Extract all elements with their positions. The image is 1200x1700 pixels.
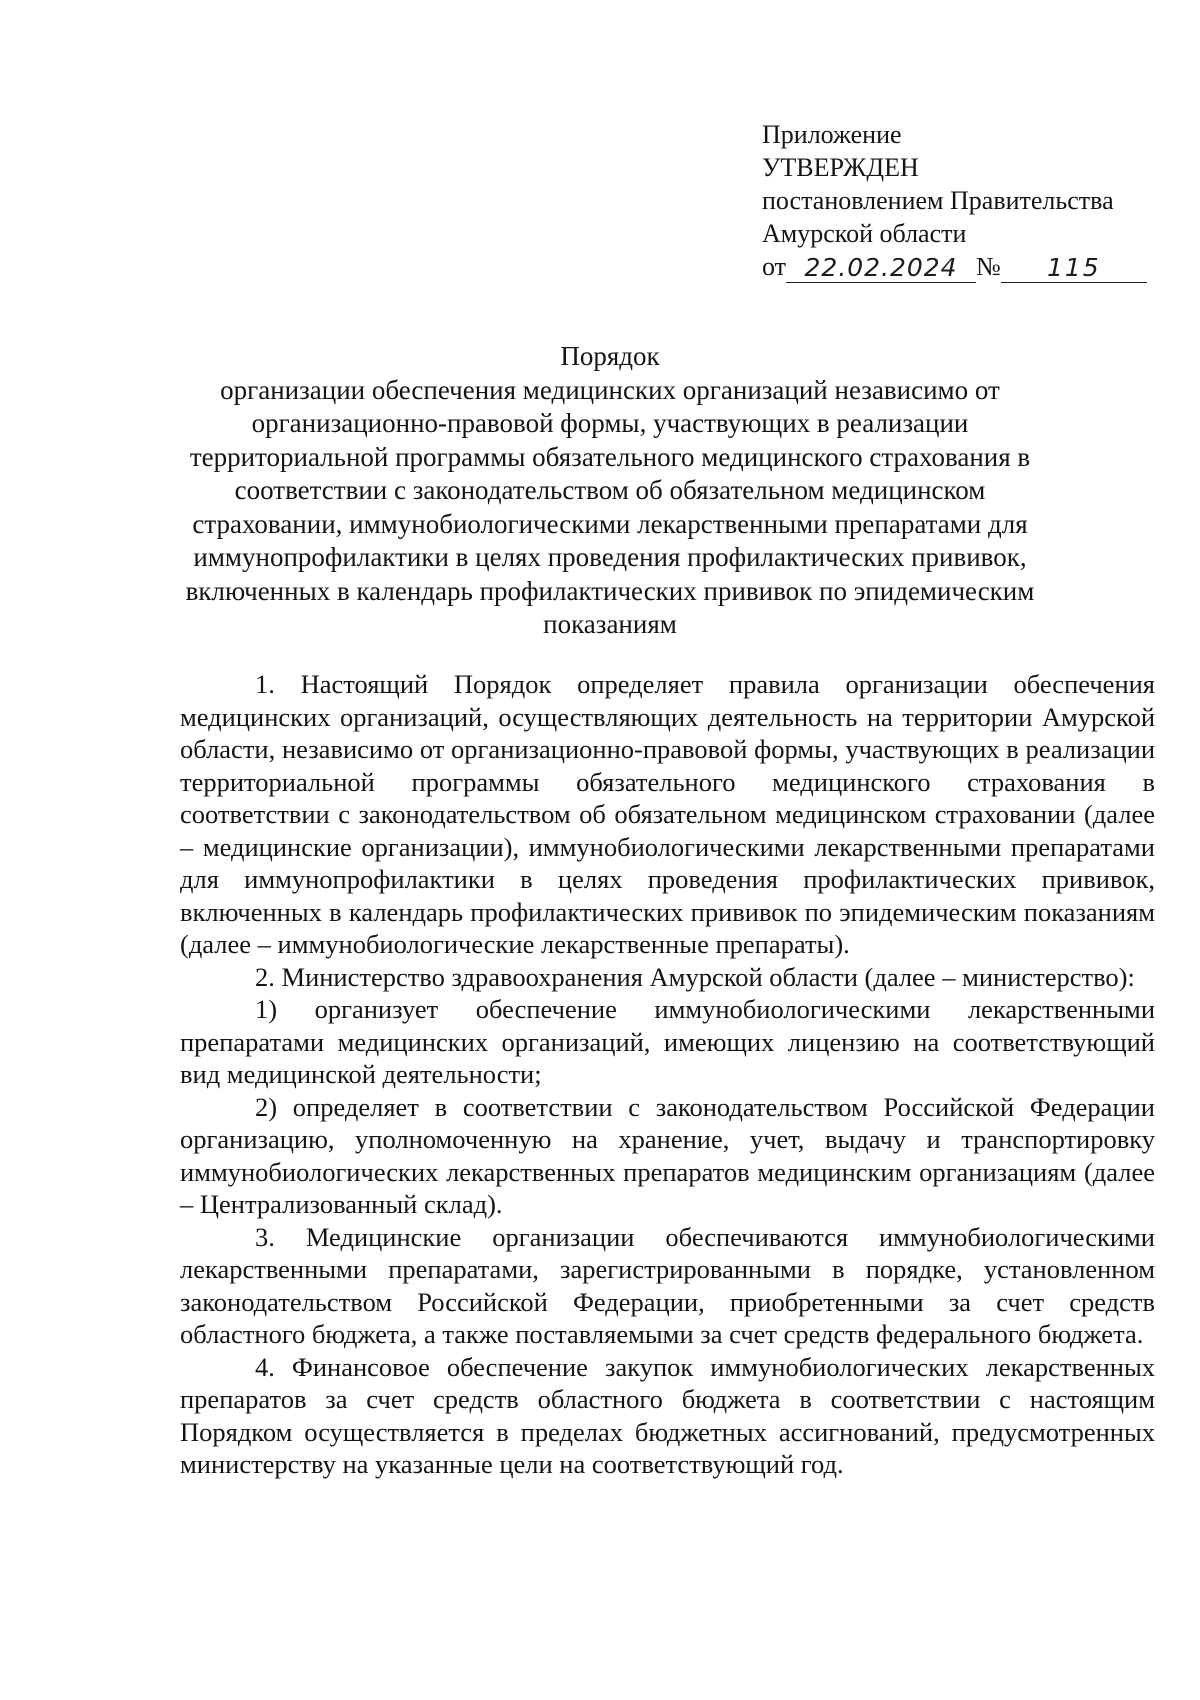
document-title-block xyxy=(170,340,1050,642)
resolution-label: постановлением Правительства xyxy=(762,186,1114,215)
document-subtitle: организации обеспечения медицинских организаций независимо от организационно-правовой формы, участвующих в реализации территориальной программы обязательного медицинского страхования в соответствии с законодательством об обязательном медицинском страховании, иммунобиологическими лекарственными препаратами для иммунопрофилактики в целях проведения профилактических прививок, включенных в календарь профилактических прививок по эпидемическим показаниям xyxy=(185,374,1035,639)
paragraph-2: 2. Министерство здравоохранения Амурской области (далее – министерство): xyxy=(255,961,1135,992)
paragraph-4: 4. Финансовое обеспечение закупок иммунобиологических лекарственных препаратов за счет средств областного бюджета в соответствии с настоящим Порядком осуществляется в пределах бюджетных ассигнований, предусмотренных министерству на указанные цели на соответствующий год. xyxy=(180,1351,1155,1479)
number-prefix: № xyxy=(976,252,1001,281)
region-label: Амурской области xyxy=(762,219,967,248)
paragraph-2-item-1: 1) организует обеспечение иммунобиологическими лекарственными препаратами медицинских организаций, имеющих лицензию на соответствующий вид медицинской деятельности; xyxy=(180,994,1155,1089)
paragraph-1: 1. Настоящий Порядок определяет правила организации обеспечения медицинских организаций, осуществляющих деятельность на территории Амурской области, независимо от организационно-правовой формы, участвующих в реализации территориальной программы обязательного медицинского страхования в соответствии с законодательством об обязательном медицинском страховании (далее – медицинские организации), иммунобиологическими лекарственными препаратами для иммунопрофилактики в целях проведения профилактических прививок, включенных в календарь профилактических прививок по эпидемическим показаниям (далее – иммунобиологические лекарственные препараты). xyxy=(180,669,1155,959)
handwritten-date: 22.02.2024 xyxy=(786,254,976,283)
document-heading: Порядок xyxy=(560,341,660,371)
appendix-label: Приложение xyxy=(762,120,902,149)
approval-stamp-block xyxy=(762,118,1162,283)
paragraph-3: 3. Медицинские организации обеспечиваются иммунобиологическими лекарственными препаратами, зарегистрированными в порядке, установленном законодательством Российской Федерации, приобретенными за счет средств областного бюджета, а также поставляемыми за счет средств федерального бюджета. xyxy=(180,1221,1155,1349)
handwritten-number: 115 xyxy=(1001,254,1147,283)
approved-label: УТВЕРЖДЕН xyxy=(762,153,919,182)
date-prefix: от xyxy=(762,252,787,281)
date-number-line xyxy=(762,250,1162,283)
paragraph-2-item-2: 2) определяет в соответствии с законодательством Российской Федерации организацию, уполномоченную на хранение, учет, выдачу и транспортировку иммунобиологических лекарственных препаратов медицинским организациям (далее – Централизованный склад). xyxy=(180,1091,1155,1219)
document-body xyxy=(180,668,1155,1481)
